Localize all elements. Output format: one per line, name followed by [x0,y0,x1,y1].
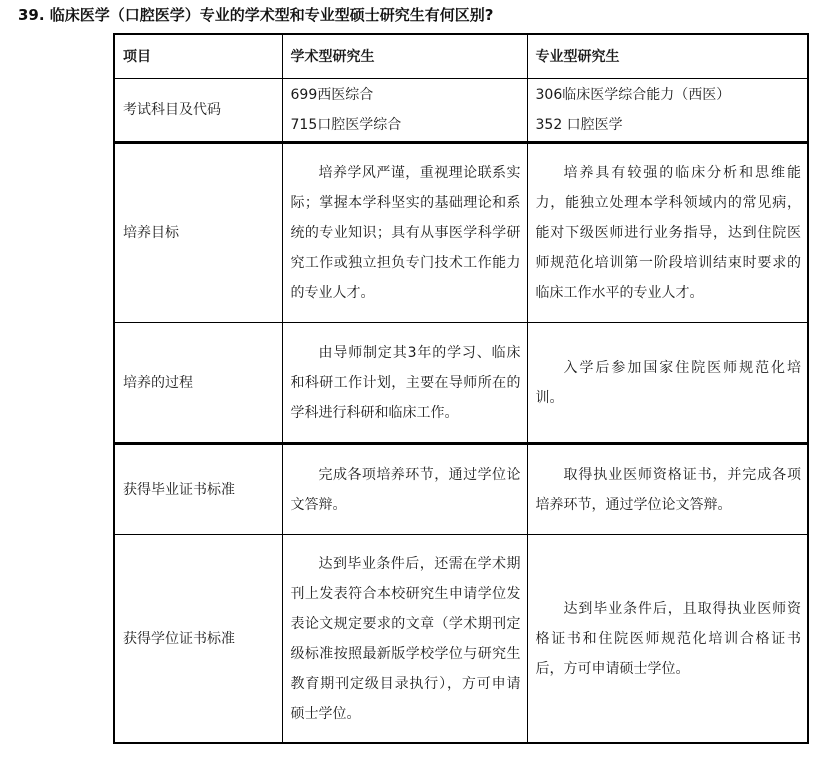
professional-text: 达到毕业条件后，且取得执业医师资格证书和住院医师规范化培训合格证书后，方可申请硕士学位。 [535,600,801,677]
professional-cell [527,535,808,744]
professional-cell [527,323,808,444]
question-title: 39. 临床医学（口腔医学）专业的学术型和专业型硕士研究生有何区别? [18,6,494,24]
row-label: 培养目标 [114,143,282,323]
professional-text: 入学后参加国家住院医师规范化培训。 [535,359,801,406]
academic-text: 达到毕业条件后，还需在学术期刊上发表符合本校研究生申请学位发表论文规定要求的文章（学术期刊定级标准按照最新版学校学位与研究生教育期刊定级目录执行），方可申请硕士学位。 [290,555,521,722]
professional-cell [527,444,808,535]
academic-cell [282,79,527,143]
comparison-table [113,33,809,744]
table-header-row [114,34,808,79]
academic-text: 完成各项培养环节，通过学位论文答辩。 [290,466,521,513]
professional-exam-line: 352 口腔医学 [535,117,623,133]
professional-exam-line: 306临床医学综合能力（西医） [535,87,731,103]
professional-text: 培养具有较强的临床分析和思维能力，能独立处理本学科领域内的常见病，能对下级医师进行业务指导，达到住院医师规范化培训第一阶段培训结束时要求的临床工作水平的专业人才。 [535,165,801,301]
academic-text: 培养学风严谨，重视理论联系实际；掌握本学科坚实的基础理论和系统的专业知识；具有从事医学科学研究工作或独立担负专门技术工作能力的专业人才。 [290,165,521,301]
academic-cell [282,323,527,444]
table-row-exam-subjects [114,79,808,143]
row-label: 获得毕业证书标准 [114,444,282,535]
header-item: 项目 [114,34,282,79]
academic-text: 由导师制定其3年的学习、临床和科研工作计划，主要在导师所在的学科进行科研和临床工作。 [290,344,521,421]
row-label: 考试科目及代码 [114,79,282,143]
academic-cell [282,535,527,744]
academic-cell [282,444,527,535]
academic-exam-line: 715口腔医学综合 [290,117,402,133]
professional-cell [527,143,808,323]
row-label: 获得学位证书标准 [114,535,282,744]
table-row-training-goal [114,143,808,323]
academic-cell [282,143,527,323]
header-academic: 学术型研究生 [282,34,527,79]
table-row-graduation-standard [114,444,808,535]
academic-exam-line: 699西医综合 [290,87,374,103]
row-label: 培养的过程 [114,323,282,444]
table-row-training-process [114,323,808,444]
header-professional: 专业型研究生 [527,34,808,79]
professional-text: 取得执业医师资格证书，并完成各项培养环节，通过学位论文答辩。 [535,466,801,513]
table-row-degree-standard [114,535,808,744]
professional-cell [527,79,808,143]
